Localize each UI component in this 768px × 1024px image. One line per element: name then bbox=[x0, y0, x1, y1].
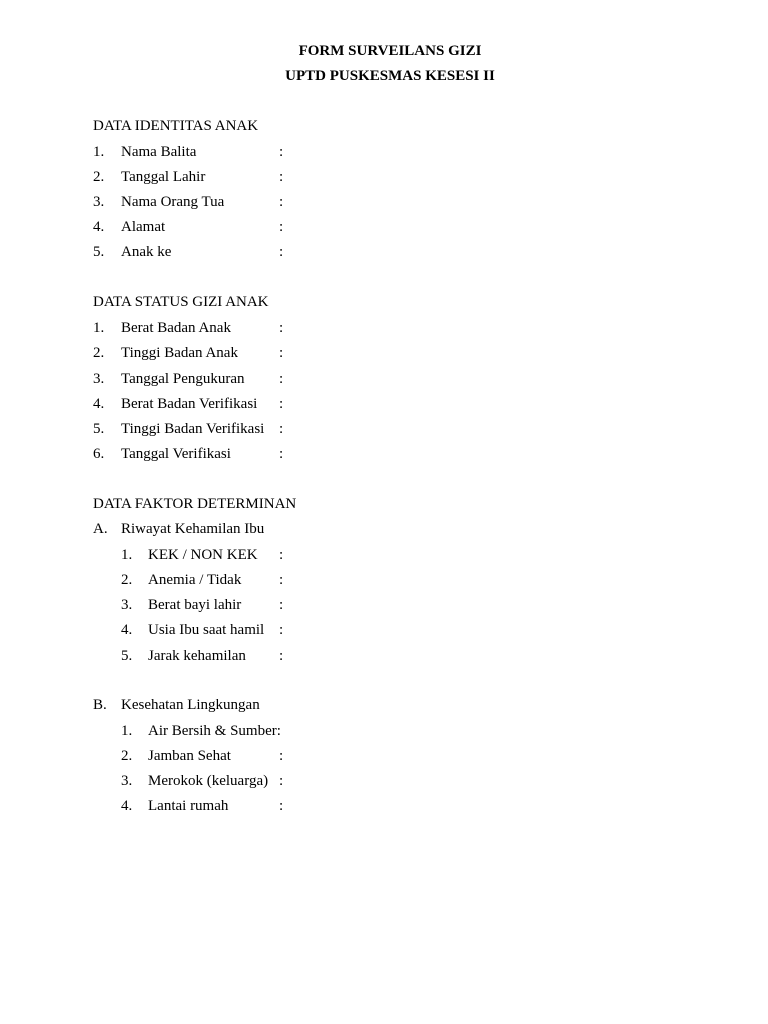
field-label-tinggi-badan-anak: Tinggi Badan Anak bbox=[121, 345, 238, 361]
item-number: 5. bbox=[93, 421, 105, 437]
item-number: 3. bbox=[121, 773, 133, 789]
field-colon: : bbox=[279, 547, 284, 563]
field-label-nama-balita: Nama Balita bbox=[121, 144, 197, 160]
item-number: 5. bbox=[93, 244, 105, 260]
item-number: 1. bbox=[93, 144, 105, 160]
field-label-tanggal-verifikasi: Tanggal Verifikasi bbox=[121, 446, 231, 462]
field-colon: : bbox=[279, 244, 284, 260]
field-label-anemia: Anemia / Tidak bbox=[148, 572, 242, 588]
field-label-air-bersih: Air Bersih & Sumber: bbox=[148, 723, 281, 739]
field-colon: : bbox=[279, 194, 284, 210]
form-subtitle: UPTD PUSKESMAS KESESI II bbox=[285, 68, 495, 84]
item-number: 3. bbox=[93, 371, 105, 387]
field-colon: : bbox=[279, 144, 284, 160]
subsection-title: Kesehatan Lingkungan bbox=[121, 697, 260, 713]
field-colon: : bbox=[279, 773, 284, 789]
field-colon: : bbox=[279, 446, 284, 462]
field-colon: : bbox=[279, 421, 284, 437]
field-colon: : bbox=[279, 169, 284, 185]
item-number: 2. bbox=[121, 748, 133, 764]
field-label-lantai-rumah: Lantai rumah bbox=[148, 798, 229, 814]
field-colon: : bbox=[279, 748, 284, 764]
field-label-nama-orang-tua: Nama Orang Tua bbox=[121, 194, 225, 210]
subsection-letter: B. bbox=[93, 697, 107, 713]
field-label-jarak-kehamilan: Jarak kehamilan bbox=[148, 648, 246, 664]
item-number: 1. bbox=[121, 547, 133, 563]
subsection-title: Riwayat Kehamilan Ibu bbox=[121, 521, 265, 537]
field-colon: : bbox=[279, 572, 284, 588]
item-number: 4. bbox=[93, 219, 105, 235]
field-colon: : bbox=[279, 597, 284, 613]
section-heading-identitas: DATA IDENTITAS ANAK bbox=[93, 118, 259, 134]
field-colon: : bbox=[279, 648, 284, 664]
field-label-merokok: Merokok (keluarga) bbox=[148, 773, 269, 789]
field-colon: : bbox=[279, 345, 284, 361]
field-label-usia-ibu: Usia Ibu saat hamil bbox=[148, 622, 265, 638]
field-colon: : bbox=[279, 396, 284, 412]
item-number: 6. bbox=[93, 446, 105, 462]
item-number: 1. bbox=[121, 723, 133, 739]
field-colon: : bbox=[279, 622, 284, 638]
item-number: 4. bbox=[121, 622, 133, 638]
item-number: 2. bbox=[121, 572, 133, 588]
field-label-jamban-sehat: Jamban Sehat bbox=[148, 748, 231, 764]
item-number: 4. bbox=[121, 798, 133, 814]
field-colon: : bbox=[279, 798, 284, 814]
field-label-berat-badan-anak: Berat Badan Anak bbox=[121, 320, 231, 336]
field-label-berat-badan-verifikasi: Berat Badan Verifikasi bbox=[121, 396, 258, 412]
field-label-kek: KEK / NON KEK bbox=[148, 547, 258, 563]
field-label-tanggal-pengukuran: Tanggal Pengukuran bbox=[121, 371, 245, 387]
item-number: 4. bbox=[93, 396, 105, 412]
field-label-anak-ke: Anak ke bbox=[121, 244, 172, 260]
item-number: 1. bbox=[93, 320, 105, 336]
item-number: 5. bbox=[121, 648, 133, 664]
form-title: FORM SURVEILANS GIZI bbox=[298, 43, 482, 59]
section-heading-faktor-determinan: DATA FAKTOR DETERMINAN bbox=[93, 496, 297, 512]
field-label-tanggal-lahir: Tanggal Lahir bbox=[121, 169, 206, 185]
item-number: 3. bbox=[121, 597, 133, 613]
section-heading-status-gizi: DATA STATUS GIZI ANAK bbox=[93, 294, 269, 310]
field-label-tinggi-badan-verifikasi: Tinggi Badan Verifikasi bbox=[121, 421, 265, 437]
field-label-berat-bayi-lahir: Berat bayi lahir bbox=[148, 597, 242, 613]
field-colon: : bbox=[279, 219, 284, 235]
subsection-letter: A. bbox=[93, 521, 108, 537]
item-number: 3. bbox=[93, 194, 105, 210]
field-label-alamat: Alamat bbox=[121, 219, 166, 235]
field-colon: : bbox=[279, 320, 284, 336]
field-colon: : bbox=[279, 371, 284, 387]
item-number: 2. bbox=[93, 169, 105, 185]
item-number: 2. bbox=[93, 345, 105, 361]
